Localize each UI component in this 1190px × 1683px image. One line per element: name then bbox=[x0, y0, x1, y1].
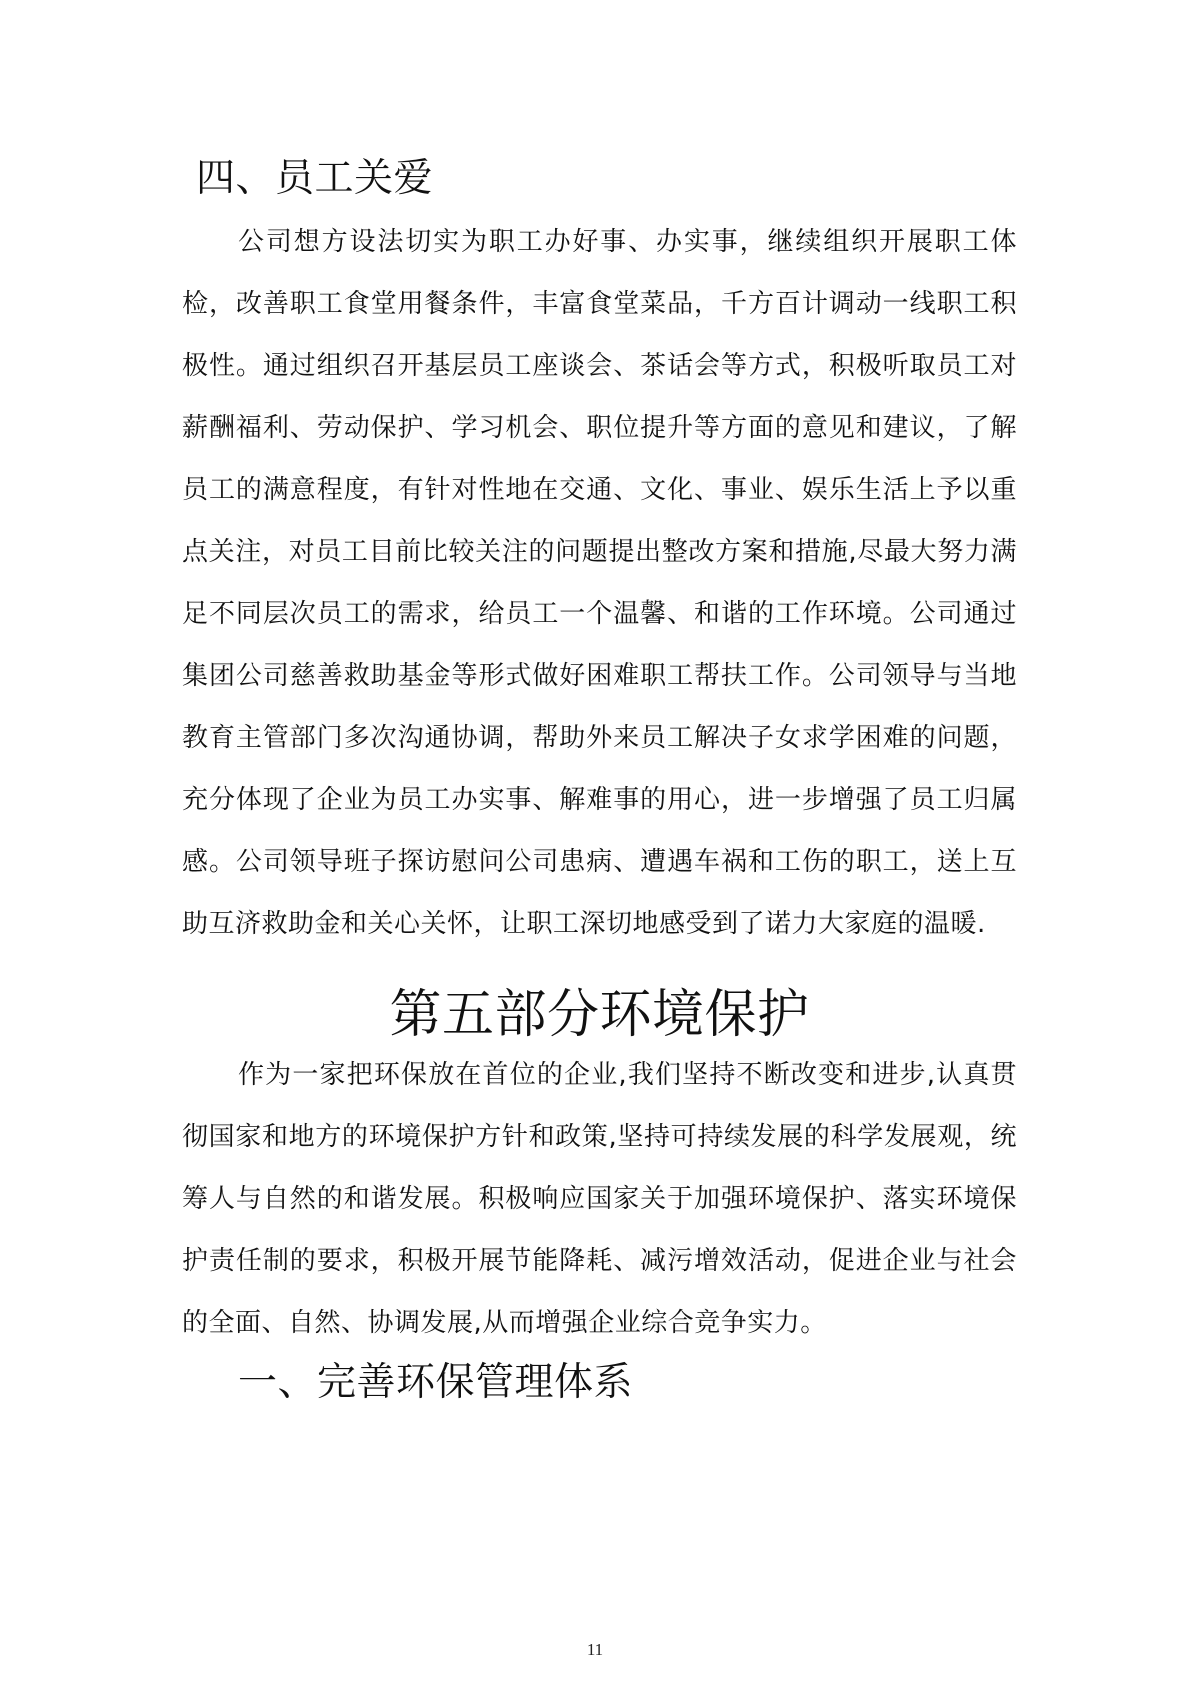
environment-paragraph: 作为一家把环保放在首位的企业,我们坚持不断改变和进步,认真贯彻国家和地方的环境保护方针和政策,坚持可持续发展的科学发展观，统筹人与自然的和谐发展。积极响应国家关于加强环境保护、落实环境保护责任制的要求，积极开展节能降耗、减污增效活动，促进企业与社会的全面、自然、协调发展,从而增强企业综合竞争实力。 bbox=[182, 1060, 1017, 1338]
employee-care-paragraph: 公司想方设法切实为职工办好事、办实事，继续组织开展职工体检，改善职工食堂用餐条件，丰富食堂菜品，千方百计调动一线职工积极性。通过组织召开基层员工座谈会、茶话会等方式，积极听取员工对薪酬福利、劳动保护、学习机会、职位提升等方面的意见和建议，了解员工的满意程度，有针对性地在交通、文化、事业、娱乐生活上予以重点关注，对员工目前比较关注的问题提出整改方案和措施,尽最大努力满足不同层次员工的需求，给员工一个温馨、和谐的工作环境。公司通过集团公司慈善救助基金等形式做好困难职工帮扶工作。公司领导与当地教育主管部门多次沟通协调，帮助外来员工解决子女求学困难的问题，充分体现了企业为员工办实事、解难事的用心，进一步增强了员工归属感。公司领导班子探访慰问公司患病、遭遇车祸和工伤的职工，送上互助互济救助金和关心关怀，让职工深切地感受到了诺力大家庭的温暖. bbox=[182, 227, 1017, 939]
section-employee-care bbox=[182, 148, 1017, 955]
part-five-title: 第五部分环境保护 bbox=[389, 985, 810, 1045]
section-four-heading: 四、员工关爱 bbox=[196, 156, 434, 201]
page-number: 11 bbox=[586, 1640, 604, 1659]
environment-subheading: 一、完善环保管理体系 bbox=[238, 1360, 634, 1405]
section-environment bbox=[182, 984, 1017, 1414]
